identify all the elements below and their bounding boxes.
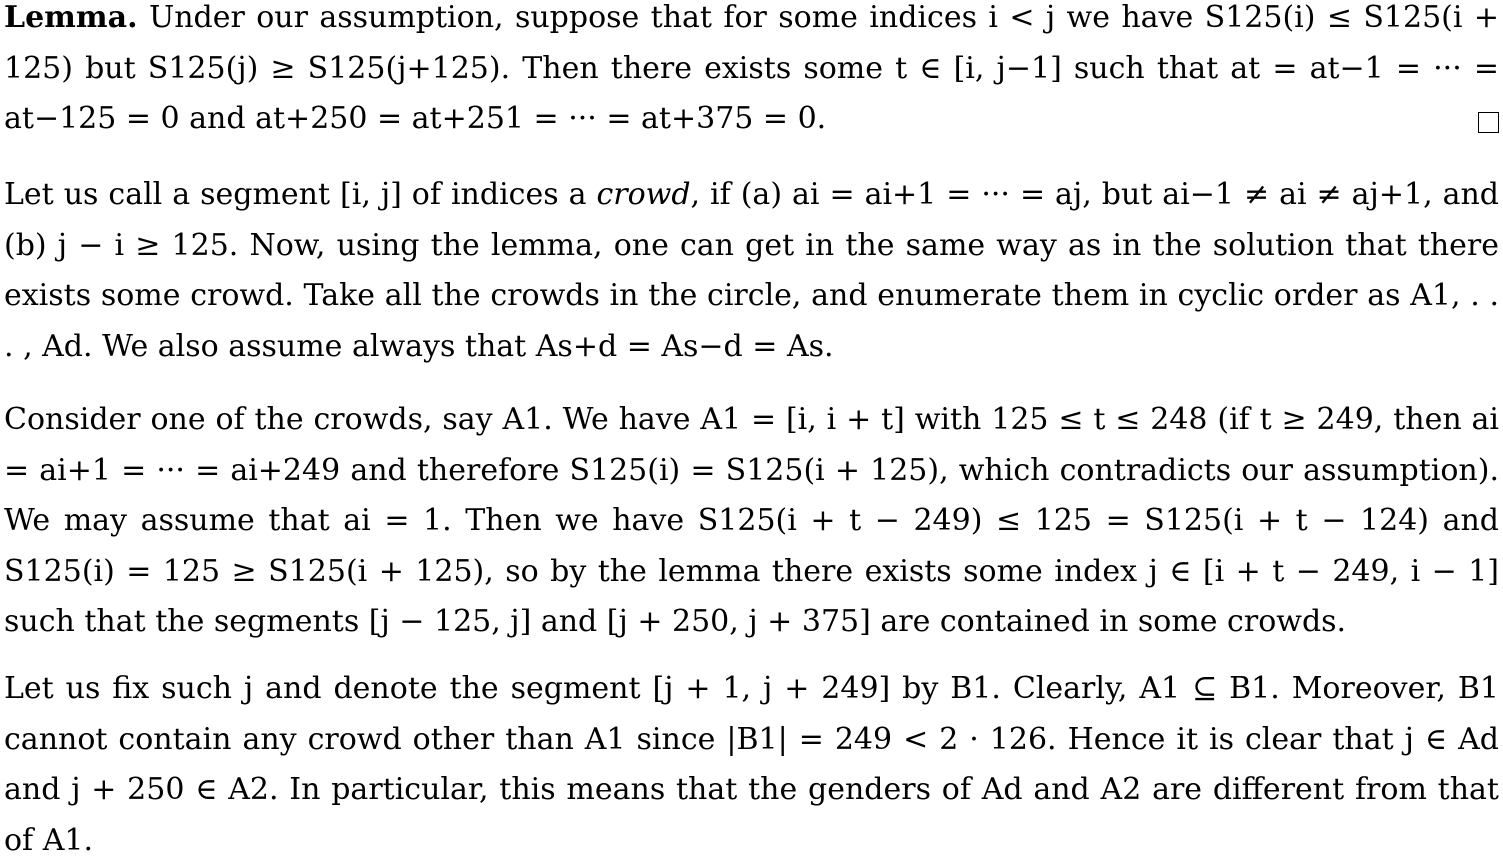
consider-text: Consider one of the crowds, say A1. We have A1 = [i, i + t] with 125 ≤ t ≤ 248 (if t ≥ 249, then ai = ai+1 = ··· = ai+249 and therefore S125(i) = S125(i + 125), which contradicts our assumption). We may assume that ai = 1. Then we have S125(i + t − 249) ≤ 125 = S125(i + t − 124) and S125(i) = 125 ≥ S125(i + 125), so by the lemma there exists some index j ∈ [i + t − 249, i − 1] such that the segments [j − 125, j] and [j + 250, j + 375] are contained in some crowds. — [4, 402, 1499, 639]
lemma-paragraph — [4, 0, 1499, 145]
fix-text: Let us fix such j and denote the segment [j + 1, j + 249] by B1. Clearly, A1 ⊆ B1. Moreover, B1 cannot contain any crowd other than A1 since |B1| = 249 < 2 · 126. Hence it is clear that j ∈ Ad and j + 250 ∈ A2. In particular, this means that the genders of Ad and A2 are different from that of A1. — [4, 671, 1499, 858]
lemma-text: Under our assumption, suppose that for some indices i < j we have S125(i) ≤ S125(i + 125) but S125(j) ≥ S125(j+125). Then there exists some t ∈ [i, j−1] such that at = at−1 = ··· = at−125 = 0 and at+250 = at+251 = ··· = at+375 = 0. — [4, 0, 1499, 136]
qed-square-icon — [1478, 112, 1499, 133]
crowd-term: crowd — [596, 177, 691, 212]
fix-paragraph — [4, 664, 1499, 866]
crowd-text-before: Let us call a segment [i, j] of indices a — [4, 177, 597, 212]
lemma-label: Lemma. — [4, 0, 138, 35]
crowd-text-after: , if (a) ai = ai+1 = ··· = aj, but ai−1 ≠ ai ≠ aj+1, and (b) j − i ≥ 125. Now, using the lemma, one can get in the same way as in the solution that there exists some crowd. Take all the crowds in the circle, and enumerate them in cyclic order as A1, . . . , Ad. We also assume always that As+d = As−d = As. — [4, 177, 1499, 364]
crowd-definition-paragraph — [4, 170, 1499, 372]
consider-paragraph — [4, 395, 1499, 648]
